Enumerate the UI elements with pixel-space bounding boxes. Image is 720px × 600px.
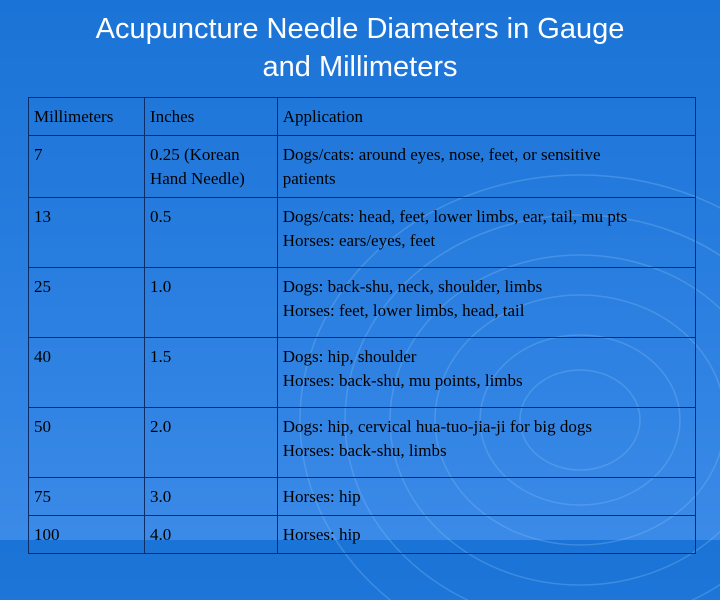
cell-inches-line: Hand Needle): [149, 169, 245, 188]
slide-title-line-1: Acupuncture Needle Diameters in Gauge: [95, 13, 625, 45]
cell-millimeters: 50: [29, 408, 145, 478]
table-row: [29, 198, 696, 268]
cell-application: [277, 516, 695, 554]
cell-inches: [144, 516, 277, 554]
cell-millimeters: 40: [29, 338, 145, 408]
cell-application-line: Horses: feet, lower limbs, head, tail: [282, 301, 525, 320]
cell-inches: [144, 198, 277, 268]
cell-application-line: Horses: hip: [282, 525, 361, 544]
cell-application-line: Dogs: hip, shoulder: [282, 347, 417, 366]
slide-title-line-2: and Millimeters: [262, 51, 458, 83]
cell-application-line: Horses: back-shu, mu points, limbs: [282, 371, 523, 390]
cell-inches-line: 1.0: [149, 277, 172, 296]
cell-application-line: Dogs: hip, cervical hua-tuo-jia-ji for big dogs: [282, 417, 592, 436]
table-row: [29, 516, 696, 554]
cell-inches-line: 0.5: [149, 207, 172, 226]
cell-application-line: patients: [282, 169, 336, 188]
cell-application: [277, 338, 695, 408]
cell-application: [277, 478, 695, 516]
cell-application: [277, 198, 695, 268]
cell-millimeters: 25: [29, 268, 145, 338]
cell-inches-line: 1.5: [149, 347, 172, 366]
cell-millimeters: 100: [29, 516, 145, 554]
cell-application: [277, 136, 695, 198]
cell-inches: [144, 136, 277, 198]
cell-application: [277, 268, 695, 338]
cell-inches-line: 4.0: [149, 525, 172, 544]
cell-application-line: Horses: ears/eyes, feet: [282, 231, 436, 250]
table-row: [29, 338, 696, 408]
cell-inches-line: 2.0: [149, 417, 172, 436]
table-row: [29, 408, 696, 478]
table-row: [29, 268, 696, 338]
cell-inches: [144, 408, 277, 478]
cell-inches: [144, 268, 277, 338]
cell-millimeters: 75: [29, 478, 145, 516]
header-millimeters: Millimeters: [29, 98, 145, 136]
cell-application-line: Horses: hip: [282, 487, 361, 506]
table-row: [29, 136, 696, 198]
cell-inches-line: 3.0: [149, 487, 172, 506]
cell-application-line: Dogs: back-shu, neck, shoulder, limbs: [282, 277, 543, 296]
slide-title: [0, 10, 720, 86]
cell-millimeters: 13: [29, 198, 145, 268]
table-body: [29, 98, 696, 554]
header-inches: Inches: [144, 98, 277, 136]
table-header-row: [29, 98, 696, 136]
cell-application-line: Dogs/cats: around eyes, nose, feet, or sensitive: [282, 145, 601, 164]
cell-millimeters: 7: [29, 136, 145, 198]
table-row: [29, 478, 696, 516]
cell-inches: [144, 478, 277, 516]
cell-application: [277, 408, 695, 478]
cell-inches-line: 0.25 (Korean: [149, 145, 240, 164]
cell-application-line: Dogs/cats: head, feet, lower limbs, ear, tail, mu pts: [282, 207, 628, 226]
cell-inches: [144, 338, 277, 408]
header-application: Application: [277, 98, 695, 136]
needle-diameter-table: [28, 97, 696, 554]
cell-application-line: Horses: back-shu, limbs: [282, 441, 447, 460]
